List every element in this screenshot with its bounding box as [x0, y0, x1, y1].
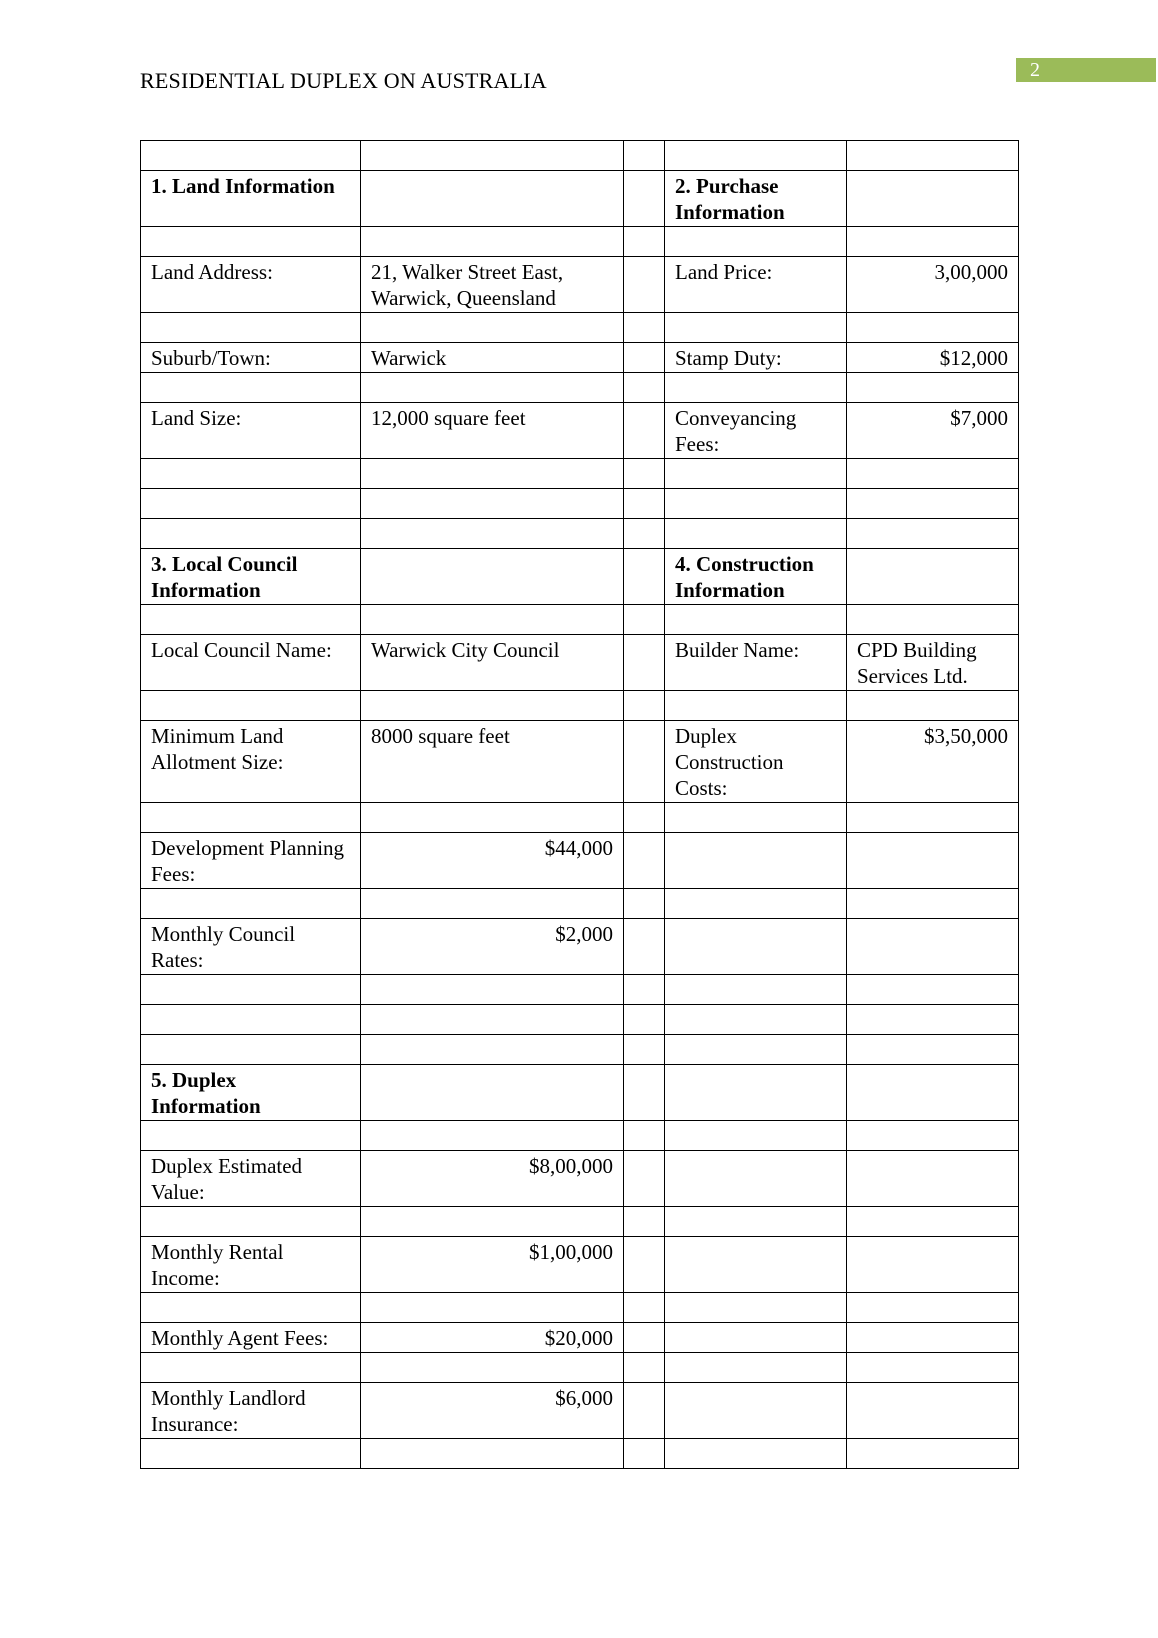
table-cell — [665, 889, 847, 919]
table-cell: Duplex Construction Costs: — [665, 721, 847, 803]
table-cell — [847, 1323, 1019, 1353]
table-cell — [665, 227, 847, 257]
table-cell — [624, 489, 665, 519]
table-cell — [361, 549, 624, 605]
table-cell — [361, 1121, 624, 1151]
table-cell — [847, 373, 1019, 403]
table-cell — [624, 691, 665, 721]
table-row — [141, 1237, 1019, 1293]
table-cell — [624, 605, 665, 635]
table-cell: 1. Land Information — [141, 171, 361, 227]
table-cell — [141, 1207, 361, 1237]
table-cell — [665, 141, 847, 171]
table-cell — [361, 227, 624, 257]
table-cell: Monthly Agent Fees: — [141, 1323, 361, 1353]
table-cell — [624, 1121, 665, 1151]
table-cell: 12,000 square feet — [361, 403, 624, 459]
table-cell — [665, 1383, 847, 1439]
table-row — [141, 1207, 1019, 1237]
table-cell: 2. Purchase Information — [665, 171, 847, 227]
table-cell — [847, 1237, 1019, 1293]
table-row — [141, 1293, 1019, 1323]
table-cell — [665, 1151, 847, 1207]
table-row — [141, 605, 1019, 635]
table-cell: 8000 square feet — [361, 721, 624, 803]
table-cell — [665, 833, 847, 889]
table-cell — [624, 833, 665, 889]
table-row — [141, 373, 1019, 403]
table-row — [141, 1383, 1019, 1439]
table-cell — [141, 1293, 361, 1323]
table-cell: Local Council Name: — [141, 635, 361, 691]
table-row — [141, 549, 1019, 605]
table-cell — [141, 1439, 361, 1469]
table-cell: 3. Local Council Information — [141, 549, 361, 605]
table-cell: $6,000 — [361, 1383, 624, 1439]
table-row — [141, 721, 1019, 803]
table-cell — [847, 1151, 1019, 1207]
table-cell — [361, 1005, 624, 1035]
table-cell — [624, 373, 665, 403]
table-cell — [665, 459, 847, 489]
table-row — [141, 635, 1019, 691]
table-cell — [361, 1035, 624, 1065]
table-cell — [361, 691, 624, 721]
table-cell — [141, 1035, 361, 1065]
table-cell — [361, 373, 624, 403]
table-cell — [141, 803, 361, 833]
table-row — [141, 1439, 1019, 1469]
table-row — [141, 975, 1019, 1005]
table-cell — [847, 519, 1019, 549]
table-cell — [624, 1383, 665, 1439]
table-row — [141, 833, 1019, 889]
table-cell — [624, 227, 665, 257]
table-cell — [624, 549, 665, 605]
table-cell — [624, 171, 665, 227]
table-cell — [665, 1065, 847, 1121]
table-cell — [361, 889, 624, 919]
document-header-title: RESIDENTIAL DUPLEX ON AUSTRALIA — [140, 68, 547, 93]
table-cell — [847, 1035, 1019, 1065]
table-cell — [847, 1005, 1019, 1035]
table-cell: Minimum Land Allotment Size: — [141, 721, 361, 803]
table-cell — [141, 1121, 361, 1151]
table-cell — [361, 1207, 624, 1237]
table-row — [141, 459, 1019, 489]
table-cell — [141, 975, 361, 1005]
table-cell — [624, 313, 665, 343]
table-row — [141, 343, 1019, 373]
table-cell — [665, 1353, 847, 1383]
table-cell — [847, 975, 1019, 1005]
table-cell — [141, 1353, 361, 1383]
table-cell — [361, 1353, 624, 1383]
table-cell: Suburb/Town: — [141, 343, 361, 373]
table-row — [141, 1151, 1019, 1207]
table-cell — [624, 519, 665, 549]
page-number: 2 — [1016, 58, 1156, 82]
table-cell — [624, 803, 665, 833]
table-cell — [665, 1323, 847, 1353]
table-row — [141, 171, 1019, 227]
table-cell — [624, 1005, 665, 1035]
table-cell — [361, 459, 624, 489]
table-cell — [665, 691, 847, 721]
table-cell — [141, 227, 361, 257]
table-cell — [361, 171, 624, 227]
table-cell — [847, 1121, 1019, 1151]
table-row — [141, 403, 1019, 459]
table-cell — [141, 519, 361, 549]
table-cell: $12,000 — [847, 343, 1019, 373]
table-cell — [141, 691, 361, 721]
table-cell — [665, 1207, 847, 1237]
table-row — [141, 257, 1019, 313]
table-cell — [847, 1353, 1019, 1383]
table-cell — [141, 141, 361, 171]
table-cell — [141, 889, 361, 919]
table-cell — [665, 605, 847, 635]
table-cell — [624, 1065, 665, 1121]
table-cell — [624, 141, 665, 171]
table-cell — [665, 313, 847, 343]
table-cell — [624, 403, 665, 459]
table-cell — [141, 1005, 361, 1035]
table-cell — [361, 975, 624, 1005]
table-cell — [361, 1293, 624, 1323]
table-row — [141, 141, 1019, 171]
table-cell: $2,000 — [361, 919, 624, 975]
table-row — [141, 1005, 1019, 1035]
table-cell — [624, 1323, 665, 1353]
table-cell — [624, 1293, 665, 1323]
table-cell — [361, 605, 624, 635]
table-cell — [665, 975, 847, 1005]
table-cell — [847, 1383, 1019, 1439]
table-cell: Development Planning Fees: — [141, 833, 361, 889]
table-cell: $8,00,000 — [361, 1151, 624, 1207]
table-cell: Monthly Rental Income: — [141, 1237, 361, 1293]
table-cell — [141, 373, 361, 403]
table-cell: $7,000 — [847, 403, 1019, 459]
table-cell: 21, Walker Street East, Warwick, Queensland — [361, 257, 624, 313]
table-cell — [847, 171, 1019, 227]
table-row — [141, 519, 1019, 549]
table-cell: Monthly Landlord Insurance: — [141, 1383, 361, 1439]
table-cell — [665, 373, 847, 403]
table-cell — [624, 1151, 665, 1207]
table-cell — [847, 313, 1019, 343]
table-cell — [847, 489, 1019, 519]
table-cell — [847, 549, 1019, 605]
table-cell — [361, 489, 624, 519]
table-row — [141, 313, 1019, 343]
table-cell — [665, 1237, 847, 1293]
table-cell — [361, 141, 624, 171]
table-cell: 4. Construction Information — [665, 549, 847, 605]
table-cell — [141, 489, 361, 519]
table-cell: $3,50,000 — [847, 721, 1019, 803]
table-cell — [847, 141, 1019, 171]
table-cell — [847, 889, 1019, 919]
table-cell: Duplex Estimated Value: — [141, 1151, 361, 1207]
table-cell — [624, 975, 665, 1005]
table-cell — [847, 691, 1019, 721]
table-cell — [624, 257, 665, 313]
table-cell — [361, 1439, 624, 1469]
table-cell — [624, 889, 665, 919]
table-cell — [141, 605, 361, 635]
table-cell — [624, 343, 665, 373]
table-cell — [665, 803, 847, 833]
table-cell — [847, 1207, 1019, 1237]
table-cell — [847, 1065, 1019, 1121]
table-cell — [847, 1293, 1019, 1323]
table-cell — [665, 1035, 847, 1065]
table-cell: 3,00,000 — [847, 257, 1019, 313]
table-row — [141, 691, 1019, 721]
table-row — [141, 889, 1019, 919]
table-row — [141, 1035, 1019, 1065]
table-cell — [361, 1065, 624, 1121]
table-cell: Land Price: — [665, 257, 847, 313]
table-cell: Conveyancing Fees: — [665, 403, 847, 459]
table-cell: $1,00,000 — [361, 1237, 624, 1293]
table-cell — [624, 459, 665, 489]
table-cell — [847, 459, 1019, 489]
table-cell — [847, 227, 1019, 257]
table-cell — [847, 1439, 1019, 1469]
table-row — [141, 489, 1019, 519]
table-row — [141, 227, 1019, 257]
table-cell — [361, 519, 624, 549]
table-cell — [665, 1439, 847, 1469]
table-cell: 5. Duplex Information — [141, 1065, 361, 1121]
table-cell — [624, 721, 665, 803]
table-cell — [847, 919, 1019, 975]
table-row — [141, 1121, 1019, 1151]
table-row — [141, 919, 1019, 975]
table-cell — [624, 1439, 665, 1469]
table-cell — [624, 919, 665, 975]
table-cell: Monthly Council Rates: — [141, 919, 361, 975]
table-cell: Builder Name: — [665, 635, 847, 691]
table-cell — [665, 919, 847, 975]
table-cell — [665, 1005, 847, 1035]
table-cell: Land Address: — [141, 257, 361, 313]
table-cell — [665, 1293, 847, 1323]
table-cell: Stamp Duty: — [665, 343, 847, 373]
table-cell — [847, 803, 1019, 833]
table-cell: $20,000 — [361, 1323, 624, 1353]
table-cell — [847, 605, 1019, 635]
table-cell — [624, 1237, 665, 1293]
table-cell — [624, 635, 665, 691]
table-row — [141, 1323, 1019, 1353]
table-cell — [141, 459, 361, 489]
table-cell: Warwick — [361, 343, 624, 373]
table-cell — [361, 313, 624, 343]
table-cell — [624, 1035, 665, 1065]
table-cell: CPD Building Services Ltd. — [847, 635, 1019, 691]
table-cell — [665, 519, 847, 549]
table-cell — [624, 1353, 665, 1383]
table-cell — [141, 313, 361, 343]
table-cell — [847, 833, 1019, 889]
table-cell — [665, 1121, 847, 1151]
duplex-information-table — [140, 140, 1019, 1469]
table-cell — [624, 1207, 665, 1237]
table-cell — [361, 803, 624, 833]
table-cell — [665, 489, 847, 519]
table-cell: Warwick City Council — [361, 635, 624, 691]
table-row — [141, 803, 1019, 833]
table-row — [141, 1065, 1019, 1121]
table-cell: Land Size: — [141, 403, 361, 459]
table-cell: $44,000 — [361, 833, 624, 889]
table-row — [141, 1353, 1019, 1383]
